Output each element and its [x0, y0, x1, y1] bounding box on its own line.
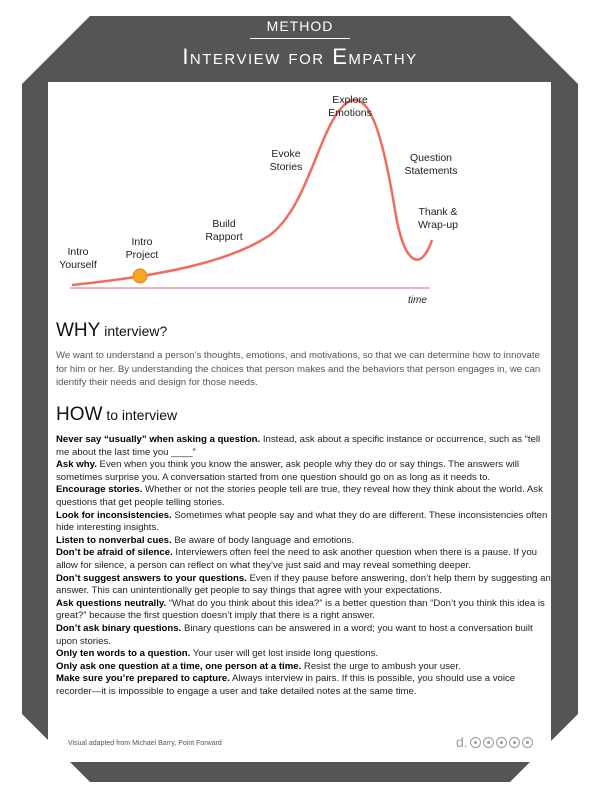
how-heading: [56, 404, 177, 426]
tip-item: [56, 623, 552, 648]
tip-text: Sometimes what people say and what they do are different. These inconsistencies often hide interesting insights.: [56, 509, 548, 534]
stage-label: Thank & Wrap-up: [417, 206, 459, 231]
stage-label: Evoke Stories: [269, 148, 303, 173]
page-title: Interview for Empathy: [182, 44, 418, 69]
tip-text: Even if they pause before answering, don’t help them by suggesting an answer. This can unintentionally get people to say things that agree with your expectations.: [56, 572, 551, 597]
why-body: We want to understand a person’s thoughts, emotions, and motivations, so that we can determine how to innovate for him or her. By understanding the choices that person makes and the behaviors that person engages in, we can identify their needs and design for those needs.: [56, 350, 541, 388]
tip-text: Be aware of body language and emotions.: [171, 534, 355, 546]
tip-text: “What do you think about this idea?” is a better question than “Don’t you think this idea is great?” because the first question doesn’t imply that there is a right answer.: [56, 597, 545, 622]
logo-gear-icon: [470, 737, 481, 748]
tips-list: [56, 434, 552, 698]
tip-text: Whether or not the stories people tell are true, they reveal how they think about the world. Ask questions that get people telling stories.: [56, 484, 543, 508]
tip-item: [56, 535, 552, 548]
stage-explore-emotions: [320, 94, 380, 120]
stage-label: Question Statements: [404, 152, 458, 177]
stage-evoke-stories: [258, 148, 314, 174]
tip-item: [56, 547, 552, 572]
tip-item: [56, 573, 552, 598]
stage-intro-yourself: [52, 246, 104, 272]
logo-gear-icon: [483, 737, 494, 748]
tip-title: Encourage stories.: [56, 484, 143, 496]
stage-build-rapport: [196, 218, 252, 244]
stage-label: Intro Project: [125, 236, 159, 261]
logo-gear-icon: [496, 737, 507, 748]
stage-label: Intro Yourself: [59, 246, 97, 271]
why-heading-small: interview?: [100, 323, 168, 339]
tip-item: [56, 459, 552, 484]
logo-gear-icon: [522, 737, 533, 748]
tip-title: Ask questions neutrally.: [56, 597, 167, 609]
tip-title: Don’t ask binary questions.: [56, 622, 182, 634]
time-axis-label: time: [408, 295, 427, 306]
tip-title: Don’t suggest answers to your questions.: [56, 572, 247, 584]
tip-title: Make sure you’re prepared to capture.: [56, 673, 230, 685]
stage-question-statements: [396, 152, 466, 178]
dschool-logo: [456, 734, 533, 750]
tip-title: Only ten words to a question.: [56, 648, 191, 660]
logo-gear-icon: [509, 737, 520, 748]
stage-label: Explore Emotions: [328, 94, 372, 119]
why-heading-big: WHY: [56, 320, 101, 341]
tip-text: Even when you think you know the answer, ask people why they do or say things. The answers will sometimes surprise you. A conversation started from one question should go on as long as it needs to.: [56, 459, 520, 483]
how-heading-small: to interview: [102, 407, 178, 423]
tip-title: Only ask one question at a time, one person at a time.: [56, 660, 302, 672]
tip-text: Your user will get lost inside long questions.: [190, 648, 379, 660]
tip-title: Look for inconsistencies.: [56, 509, 172, 521]
stage-label: Build Rapport: [205, 218, 243, 243]
tip-item: [56, 510, 552, 535]
current-stage-marker: [133, 269, 147, 283]
tip-title: Ask why.: [56, 459, 97, 471]
tip-title: Don’t be afraid of silence.: [56, 547, 173, 559]
why-heading: [56, 320, 167, 342]
tip-item: [56, 434, 552, 459]
tip-text: Always interview in pairs. If this is possible, you should use a voice recorder—it is impossible to engage a user and take detailed notes at the same time.: [56, 673, 516, 697]
stage-thank-wrap-up: [408, 206, 468, 232]
tip-item: [56, 648, 552, 661]
tip-text: Resist the urge to ambush your user.: [301, 660, 461, 672]
tip-text: Interviewers often feel the need to ask another question when there is a pause. If you allow for silence, a person can reflect on what they’ve just said and may reveal something deeper.: [56, 547, 538, 571]
tip-item: [56, 598, 552, 623]
how-heading-big: HOW: [56, 404, 103, 425]
tip-title: Listen to nonverbal cues.: [56, 534, 172, 546]
visual-credit: Visual adapted from Michael Barry, Point Forward: [68, 740, 222, 747]
stage-intro-project: [114, 236, 170, 262]
tip-item: [56, 673, 552, 698]
tip-text: Binary questions can be answered in a word; you want to host a conversation built upon stories.: [56, 622, 533, 647]
tip-item: [56, 484, 552, 509]
tip-title: Never say “usually” when asking a question.: [56, 434, 261, 445]
tip-text: Instead, ask about a specific instance or occurrence, such as “tell me about the last time you ____”: [56, 434, 541, 458]
tip-item: [56, 661, 552, 674]
logo-letter: d.: [456, 734, 468, 750]
method-kicker: METHOD: [266, 18, 334, 34]
